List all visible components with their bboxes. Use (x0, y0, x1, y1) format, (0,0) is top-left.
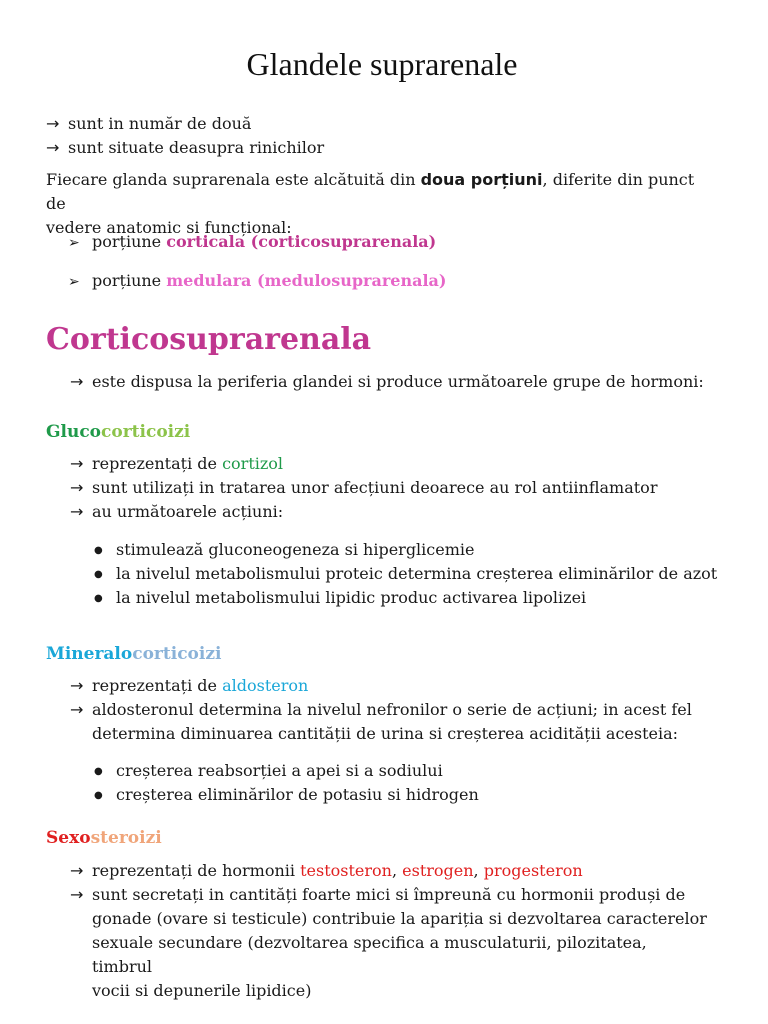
subsection-title-sexosteroizi (46, 826, 162, 850)
bullet-icon: ● (94, 790, 103, 801)
list-item (70, 452, 283, 476)
hormone-name: estrogen (402, 861, 474, 880)
hormone-name: progesteron (483, 861, 583, 880)
subsection-title-mineralocorticoizi (46, 642, 221, 666)
bullet-item (94, 538, 474, 563)
list-item-line: sunt secretați in cantități foarte mici si împreună cu hormonii produși de (92, 885, 686, 904)
list-item-text: reprezentați de hormonii (92, 861, 301, 880)
portion-prefix: porțiune (92, 232, 167, 251)
subsection-title-part: steroizi (90, 828, 162, 848)
portion-prefix: porțiune (92, 271, 167, 290)
section-title: Corticosuprarenala (46, 322, 372, 357)
chevron-icon: ➢ (68, 274, 80, 290)
section-intro (70, 370, 704, 394)
subsection-title-part: Mineralo (46, 644, 133, 664)
list-item (70, 476, 657, 500)
intro-item (46, 136, 324, 160)
arrow-icon: → (70, 676, 84, 695)
bullet-icon: ● (94, 766, 103, 777)
intro-text: Fiecare glanda suprarenala este alcătuită din (46, 170, 421, 189)
subsection-title-part: Gluco (46, 422, 102, 442)
intro-text: , diferite din punct de (46, 170, 695, 213)
list-item-text: sunt utilizați in tratarea unor afecțiuni deoarece au rol antiinflamator (92, 478, 658, 497)
bullet-text: la nivelul metabolismului proteic determina creșterea eliminărilor de azot (116, 564, 718, 583)
list-item-text: au următoarele acțiuni: (92, 502, 284, 521)
list-item (70, 883, 710, 1003)
portion-item (68, 269, 446, 294)
list-item (70, 859, 583, 883)
separator: , (391, 861, 403, 880)
list-item-line: gonade (ovare si testicule) contribuie la apariția si dezvoltarea caracterelor (92, 909, 707, 928)
arrow-icon: → (70, 700, 84, 719)
bullet-icon: ● (94, 593, 103, 604)
bullet-text: stimulează gluconeogeneza si hiperglicemie (116, 540, 475, 559)
list-item-text (70, 698, 710, 746)
subsection-title-part: corticoizi (132, 644, 222, 664)
list-item-line: vocii si depunerile lipidice) (92, 981, 312, 1000)
list-item-text (70, 883, 710, 1003)
arrow-icon: → (70, 502, 84, 521)
bullet-text: creșterea reabsorției a apei si a sodiului (116, 761, 443, 780)
portion-item (68, 230, 436, 255)
bullet-item (94, 562, 717, 587)
portion-highlight: medulara (medulosuprarenala) (166, 271, 447, 290)
list-item-line: sexuale secundare (dezvoltarea specifica a musculaturii, pilozitatea, timbrul (92, 933, 647, 976)
hormone-name: cortizol (222, 454, 284, 473)
section-intro-text: este dispusa la periferia glandei si produce următoarele grupe de hormoni: (92, 372, 704, 391)
bullet-icon: ● (94, 545, 103, 556)
subsection-title-glucocorticoizi (46, 420, 190, 444)
list-item-line: determina diminuarea cantității de urina si creșterea acidității acesteia: (92, 724, 679, 743)
list-item (70, 698, 710, 746)
intro-item-text: sunt in număr de două (68, 114, 252, 133)
intro-bold-text: doua porțiuni (420, 170, 543, 189)
subsection-title-part: corticoizi (101, 422, 191, 442)
list-item-text: reprezentați de (92, 676, 223, 695)
intro-paragraph-line (46, 168, 718, 216)
hormone-name: testosteron (300, 861, 392, 880)
page-title: Glandele suprarenale (246, 46, 518, 82)
list-item-text: reprezentați de (92, 454, 223, 473)
list-item (70, 500, 283, 524)
arrow-icon: → (70, 861, 84, 880)
hormone-name: aldosteron (222, 676, 309, 695)
portion-highlight: corticala (corticosuprarenala) (166, 232, 437, 251)
bullet-item (94, 783, 479, 808)
list-item (70, 674, 308, 698)
subsection-title-part: Sexo (46, 828, 91, 848)
arrow-icon: → (46, 114, 60, 133)
arrow-icon: → (46, 138, 60, 157)
intro-item-text: sunt situate deasupra rinichilor (68, 138, 325, 157)
chevron-icon: ➢ (68, 235, 80, 251)
bullet-text: creșterea eliminărilor de potasiu si hidrogen (116, 785, 479, 804)
list-item-line: aldosteronul determina la nivelul nefronilor o serie de acțiuni; in acest fel (92, 700, 692, 719)
bullet-item (94, 586, 586, 611)
arrow-icon: → (70, 885, 84, 904)
bullet-icon: ● (94, 569, 103, 580)
arrow-icon: → (70, 372, 84, 391)
arrow-icon: → (70, 454, 84, 473)
bullet-text: la nivelul metabolismului lipidic produc activarea lipolizei (116, 588, 587, 607)
arrow-icon: → (70, 478, 84, 497)
intro-item (46, 112, 251, 136)
bullet-item (94, 759, 443, 784)
separator: , (473, 861, 484, 880)
intro-paragraph-line: vedere anatomic si funcțional: (46, 218, 292, 237)
